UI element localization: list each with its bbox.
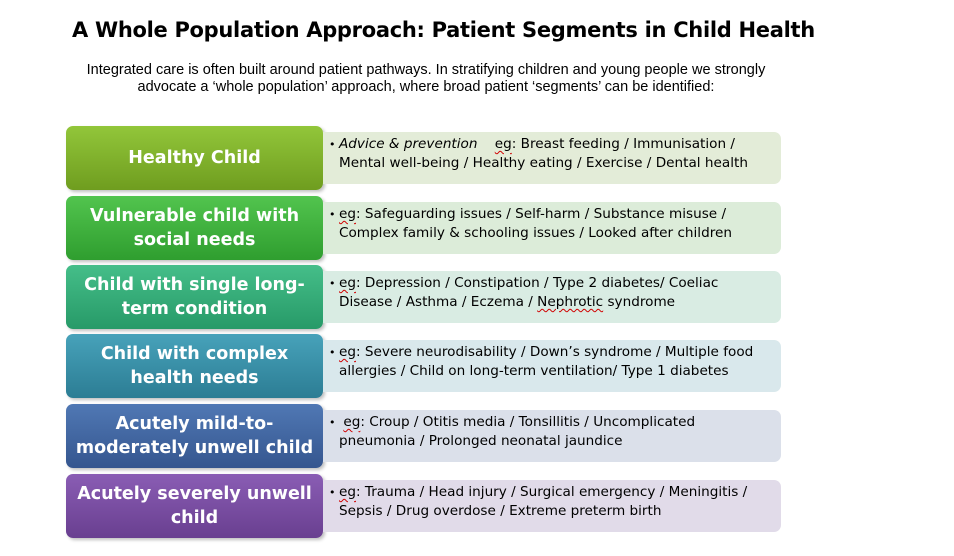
segment-acutely-severely-unwell [66,474,782,538]
segment-description [323,410,781,462]
segment-label: Acutely mild-to-moderately unwell child [66,404,323,468]
segment-label: Vulnerable child with social needs [66,196,323,260]
segment-description [323,271,781,323]
segment-description [323,132,781,184]
segment-label: Child with single long-term condition [66,265,323,329]
segment-label: Healthy Child [66,126,323,190]
segment-examples: Advice & prevention eg: Breast feeding / Immunisation / Mental well-being / Healthy eating / Exercise / Dental health [339,136,748,171]
segment-label: Acutely severely unwell child [66,474,323,538]
segment-examples: eg: Severe neurodisability / Down’s syndrome / Multiple food allergies / Child on long-term ventilation/ Type 1 diabetes [339,344,754,379]
segment-acutely-mild-unwell [66,404,782,468]
bullet-icon: • [329,416,336,429]
segment-examples: eg: Depression / Constipation / Type 2 diabetes/ Coeliac Disease / Asthma / Eczema / Nephrotic syndrome [339,275,719,310]
segment-complex-health-needs [66,334,782,398]
bullet-icon: • [329,208,336,221]
segment-examples: eg: Trauma / Head injury / Surgical emergency / Meningitis / Sepsis / Drug overdose / Extreme preterm birth [339,484,748,519]
page-title: A Whole Population Approach: Patient Segments in Child Health [72,18,815,42]
segment-examples: eg: Safeguarding issues / Self-harm / Substance misuse / Complex family & schooling issues / Looked after children [339,206,732,241]
segment-examples: eg: Croup / Otitis media / Tonsillitis / Uncomplicated pneumonia / Prolonged neonatal jaundice [339,414,696,449]
segment-description [323,202,781,254]
bullet-icon: • [329,346,336,359]
intro-text: Integrated care is often built around patient pathways. In stratifying children and young people we strongly advocate a ‘whole population’ approach, where broad patient ‘segments’ can be identified: [86,62,766,95]
bullet-icon: • [329,486,336,499]
segment-healthy-child [66,126,782,190]
bullet-icon: • [329,138,336,151]
bullet-icon: • [329,277,336,290]
segment-single-long-term-condition [66,265,782,329]
segment-description [323,340,781,392]
segment-description [323,480,781,532]
segment-vulnerable-child [66,196,782,260]
segment-label: Child with complex health needs [66,334,323,398]
